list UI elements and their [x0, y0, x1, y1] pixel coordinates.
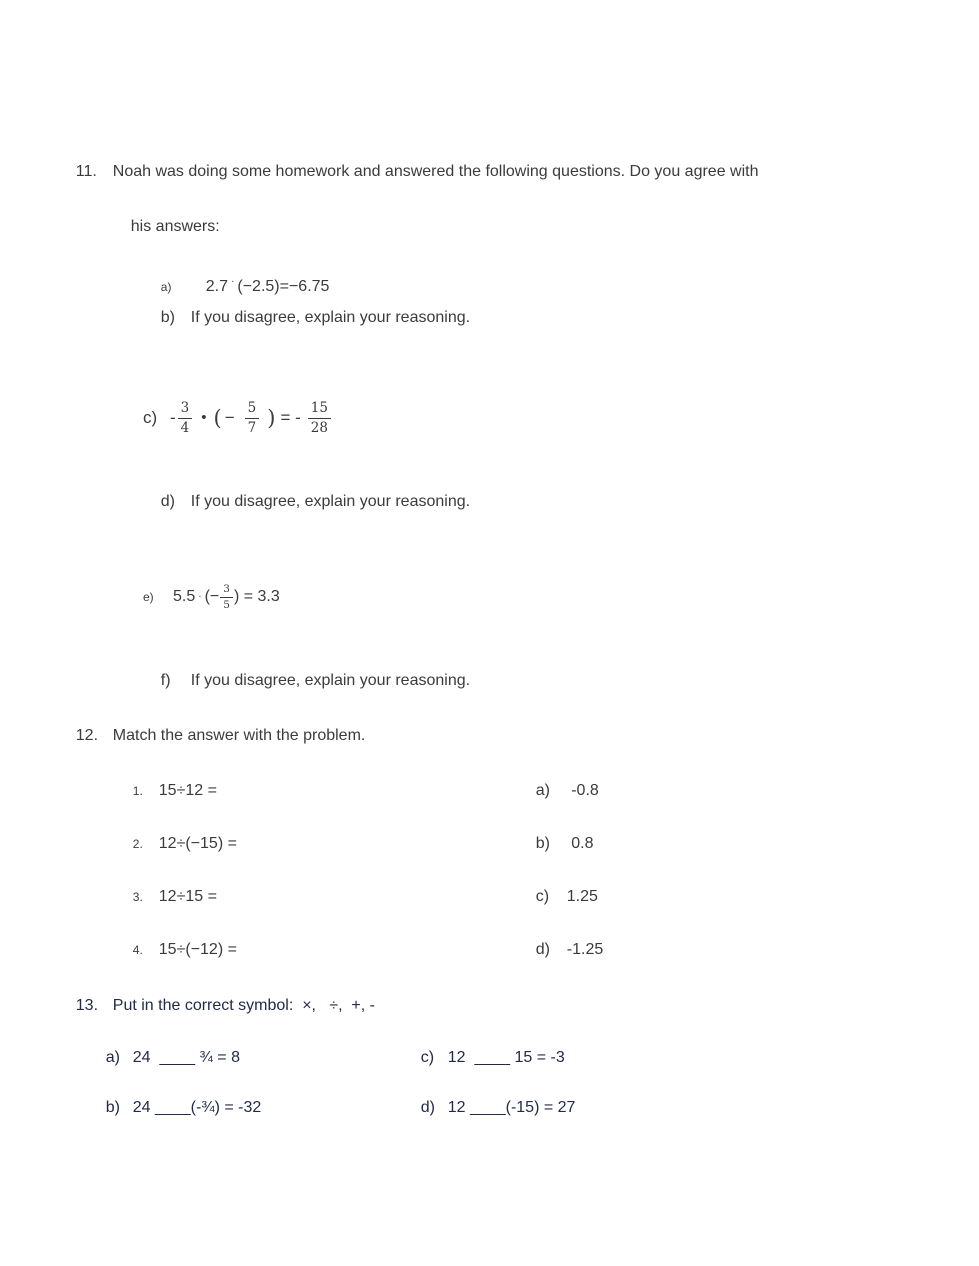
q12-answer-d-label: d) [535, 941, 551, 958]
q12-problem-2-text: 12÷(−15) = [158, 835, 237, 852]
left-paren: ( [213, 406, 222, 430]
q11-item-e [143, 580, 280, 614]
q11-item-b-text: If you disagree, explain your reasoning. [190, 309, 471, 326]
q11-item-f-text: If you disagree, explain your reasoning. [190, 672, 471, 689]
q11-prompt-text: Noah was doing some homework and answered the following questions. Do you agree with [112, 163, 759, 180]
q13-item-d-label: d) [420, 1099, 436, 1116]
q12-prompt-text: Match the answer with the problem. [112, 727, 366, 744]
q13-item-d [403, 1075, 575, 1141]
q12-answer-b-value: 0.8 [566, 835, 594, 852]
q11-item-c-equals: = - [280, 408, 301, 427]
fraction-denominator: 5 [223, 598, 230, 611]
q13-item-d-text: 12 ____(-15) = 27 [447, 1099, 576, 1116]
q11-item-a-eq-right: (−2.5)=−6.75 [237, 278, 330, 295]
q13-item-c-text: 12 ____ 15 = -3 [447, 1049, 565, 1066]
q12-answer-d [518, 917, 603, 983]
q11-item-f-label: f) [160, 672, 171, 689]
q13-item-a-label: a) [105, 1049, 121, 1066]
fraction-15-28 [308, 400, 331, 437]
fraction-5-7 [245, 400, 260, 437]
bullet-multiply-icon: • [201, 409, 207, 426]
fraction-3-4 [178, 400, 193, 437]
q11-item-c-label: c) [143, 408, 158, 427]
q12-problem-3-text: 12÷15 = [158, 888, 217, 905]
q12-answer-d-value: -1.25 [566, 941, 604, 958]
q11-item-a-label: a) [160, 280, 172, 294]
q12-problem-1-text: 15÷12 = [158, 782, 217, 799]
fraction-numerator: 3 [178, 400, 193, 419]
q11-item-b [143, 285, 470, 351]
q11-item-d-text: If you disagree, explain your reasoning. [190, 493, 471, 510]
q12-answer-a-label: a) [535, 782, 551, 799]
q11-item-a-eq-left: 2.7 [205, 278, 229, 295]
q13-item-a-text: 24 ____ ¾ = 8 [132, 1049, 240, 1066]
q13-item-b [88, 1075, 261, 1141]
fraction-denominator: 7 [247, 419, 257, 436]
q13-item-b-label: b) [105, 1099, 121, 1116]
q11-item-d-label: d) [160, 493, 176, 510]
q12-problem-4-text: 15÷(−12) = [158, 941, 237, 958]
multiplication-dot-icon: · [198, 591, 202, 602]
q13-number: 13. [75, 997, 99, 1014]
q12-problem-1-marker: 1. [132, 784, 143, 798]
q12-problem-2-marker: 2. [132, 837, 143, 851]
q12-answer-a-value: -0.8 [566, 782, 599, 799]
q11-item-c [143, 396, 333, 440]
q11-number: 11. [75, 163, 97, 180]
q13-item-c-label: c) [420, 1049, 435, 1066]
q12-answer-c-value: 1.25 [566, 888, 598, 905]
q13-prompt-text: Put in the correct symbol: ×, ÷, +, - [112, 997, 375, 1014]
fraction-denominator: 4 [180, 419, 190, 436]
q11-item-c-neg: - [170, 408, 176, 427]
q13-item-b-text: 24 ____(-¾) = -32 [132, 1099, 262, 1116]
fraction-denominator: 28 [310, 419, 328, 436]
q12-answer-c-label: c) [535, 888, 550, 905]
q12-problem-4-marker: 4. [132, 943, 143, 957]
q11-item-e-label: e) [143, 590, 154, 604]
multiplication-dot-icon: · [231, 276, 235, 287]
fraction-numerator: 15 [308, 400, 331, 419]
q12-number: 12. [75, 727, 99, 744]
right-paren: ) [267, 406, 276, 430]
q11-prompt-text2: his answers: [130, 218, 220, 235]
q11-item-e-pre: 5.5 [173, 588, 196, 605]
q11-item-b-label: b) [160, 309, 176, 326]
fraction-3-5 [220, 583, 233, 612]
q11-item-d [143, 469, 470, 535]
q12-answer-b-label: b) [535, 835, 551, 852]
q12-problem-3-marker: 3. [132, 890, 143, 904]
q11-item-e-close: ) = 3.3 [233, 588, 280, 605]
q11-item-c-minus: − [224, 408, 235, 427]
fraction-numerator: 5 [245, 400, 260, 419]
q11-item-e-open: (− [204, 588, 220, 605]
fraction-numerator: 3 [220, 583, 233, 598]
